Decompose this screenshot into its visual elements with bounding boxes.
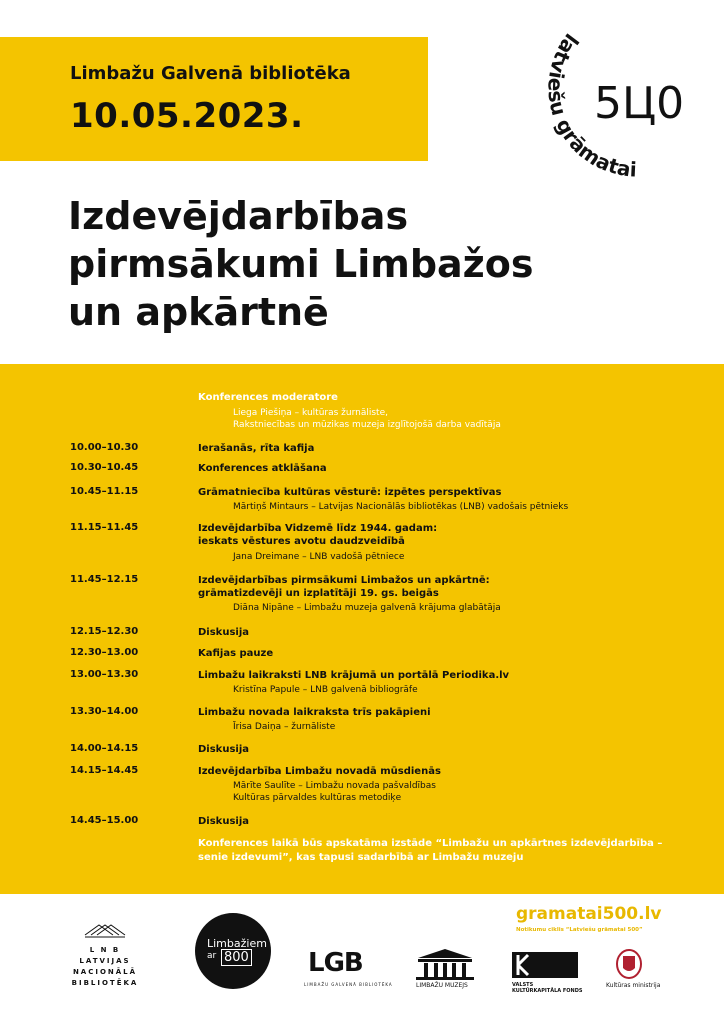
- schedule-speaker: Mārīte Saulīte – Limbažu novada pašvaldības: [233, 781, 436, 791]
- library-name: Limbažu Galvenā bibliotēka: [70, 63, 351, 84]
- event-date: 10.05.2023.: [70, 96, 304, 136]
- kkf-line-1: VALSTS: [512, 982, 534, 988]
- title-line-1: Izdevējdarbības: [68, 194, 409, 238]
- schedule-time: 10.00–10.30: [70, 442, 139, 453]
- exhibition-note-line-2: senie izdevumi”, kas tapusi sadarbībā ar Limbažu muzeju: [198, 852, 524, 863]
- schedule-event: Diskusija: [198, 627, 250, 638]
- schedule-speaker-cont: Kultūras pārvaldes kultūras metodiķe: [233, 793, 402, 803]
- conference-title: [68, 192, 534, 336]
- schedule-event: Limbažu laikraksti LNB krājumā un portālā Periodika.lv: [198, 670, 510, 681]
- badge-circle-text: latviešu grāmatai: [543, 29, 638, 182]
- schedule-time: 11.15–11.45: [70, 522, 139, 533]
- latviesu-gramatai-500-logo: [512, 18, 712, 188]
- kkf-logo-icon: [512, 952, 578, 978]
- website-link[interactable]: gramatai500.lv: [516, 904, 662, 924]
- lgb-subtitle: LIMBAŽU GALVENĀ BIBLIOTĒKA: [304, 982, 393, 987]
- museum-building-icon: [414, 948, 476, 980]
- schedule-time: 12.15–12.30: [70, 626, 139, 637]
- schedule-time: 11.45–12.15: [70, 574, 139, 585]
- schedule-event-cont: grāmatizdevēji un izplatītāji 19. gs. beigās: [198, 588, 439, 599]
- schedule-event: Izdevējdarbības pirmsākumi Limbažos un apkārtnē:: [198, 575, 490, 586]
- lnb-line: LATVIJAS: [79, 957, 131, 965]
- lnb-logo: [70, 923, 140, 989]
- schedule-speaker: Īrisa Daiņa – žurnāliste: [233, 722, 336, 732]
- schedule-event: Izdevējdarbība Vidzemē līdz 1944. gadam:: [198, 523, 438, 534]
- kkf-label: [512, 982, 582, 994]
- schedule-event: Diskusija: [198, 816, 250, 827]
- schedule-speaker: Kristīna Papule – LNB galvenā bibliogrāfe: [233, 685, 418, 695]
- schedule-time: 10.30–10.45: [70, 462, 139, 473]
- schedule-time: 13.00–13.30: [70, 669, 139, 680]
- lnb-letters: L N B: [89, 946, 121, 954]
- limbazi-ar: ar: [207, 951, 217, 961]
- schedule-time: 14.00–14.15: [70, 743, 139, 754]
- event-cycle-label: Notikumu ciklis “Latviešu grāmatai 500”: [516, 927, 643, 933]
- schedule-speaker: Mārtiņš Mintaurs – Latvijas Nacionālās bibliotēkas (LNB) vadošais pētnieks: [233, 502, 569, 512]
- lnb-line: BIBLIOTĒKA: [71, 979, 139, 987]
- kkf-line-2: KULTŪRKAPITĀLA FONDS: [512, 988, 583, 994]
- ministry-label: Kultūras ministrija: [606, 982, 661, 989]
- schedule-event: Diskusija: [198, 744, 250, 755]
- schedule-time: 14.45–15.00: [70, 815, 139, 826]
- limbazi-text: Limbažiem: [207, 937, 267, 950]
- lnb-line: NACIONĀLĀ: [72, 968, 138, 976]
- limbazi-800: 800: [221, 949, 252, 966]
- title-line-2: pirmsākumi Limbažos: [68, 242, 534, 286]
- schedule-time: 12.30–13.00: [70, 647, 139, 658]
- schedule-event: Ierašanās, rīta kafija: [198, 443, 315, 454]
- title-line-3: un apkārtnē: [68, 290, 329, 334]
- moderator-heading: Konferences moderatore: [198, 392, 338, 403]
- exhibition-note-line-1: Konferences laikā būs apskatāma izstāde “Limbažu un apkārtnes izdevējdarbība –: [198, 838, 663, 849]
- museum-label: LIMBAŽU MUZEJS: [416, 982, 468, 989]
- coat-of-arms-icon: [614, 948, 644, 980]
- schedule-time: 14.15–14.45: [70, 765, 139, 776]
- schedule-event-cont: ieskats vēstures avotu daudzveidībā: [198, 536, 405, 547]
- badge-number: 5Ц0: [594, 78, 685, 129]
- schedule-event: Limbažu novada laikraksta trīs pakāpieni: [198, 707, 431, 718]
- schedule-event: Konferences atklāšana: [198, 463, 327, 474]
- moderator-line-2: Rakstniecības un mūzikas muzeja izglītojošā darba vadītāja: [233, 420, 501, 430]
- schedule-time: 13.30–14.00: [70, 706, 139, 717]
- schedule-event: Kafijas pauze: [198, 648, 274, 659]
- schedule-speaker: Diāna Nipāne – Limbažu muzeja galvenā krājuma glabātāja: [233, 603, 501, 613]
- schedule-time: 10.45–11.15: [70, 486, 139, 497]
- lnb-mark-icon: [83, 923, 127, 939]
- moderator-line-1: Liega Piešiņa – kultūras žurnāliste,: [233, 408, 388, 418]
- limbaziem-800-logo: [195, 913, 271, 989]
- lgb-logo: LGB: [308, 948, 363, 978]
- schedule-event: Grāmatniecība kultūras vēsturē: izpētes perspektīvas: [198, 487, 502, 498]
- schedule-event: Izdevējdarbība Limbažu novadā mūsdienās: [198, 766, 441, 777]
- schedule-speaker: Jana Dreimane – LNB vadošā pētniece: [233, 552, 405, 562]
